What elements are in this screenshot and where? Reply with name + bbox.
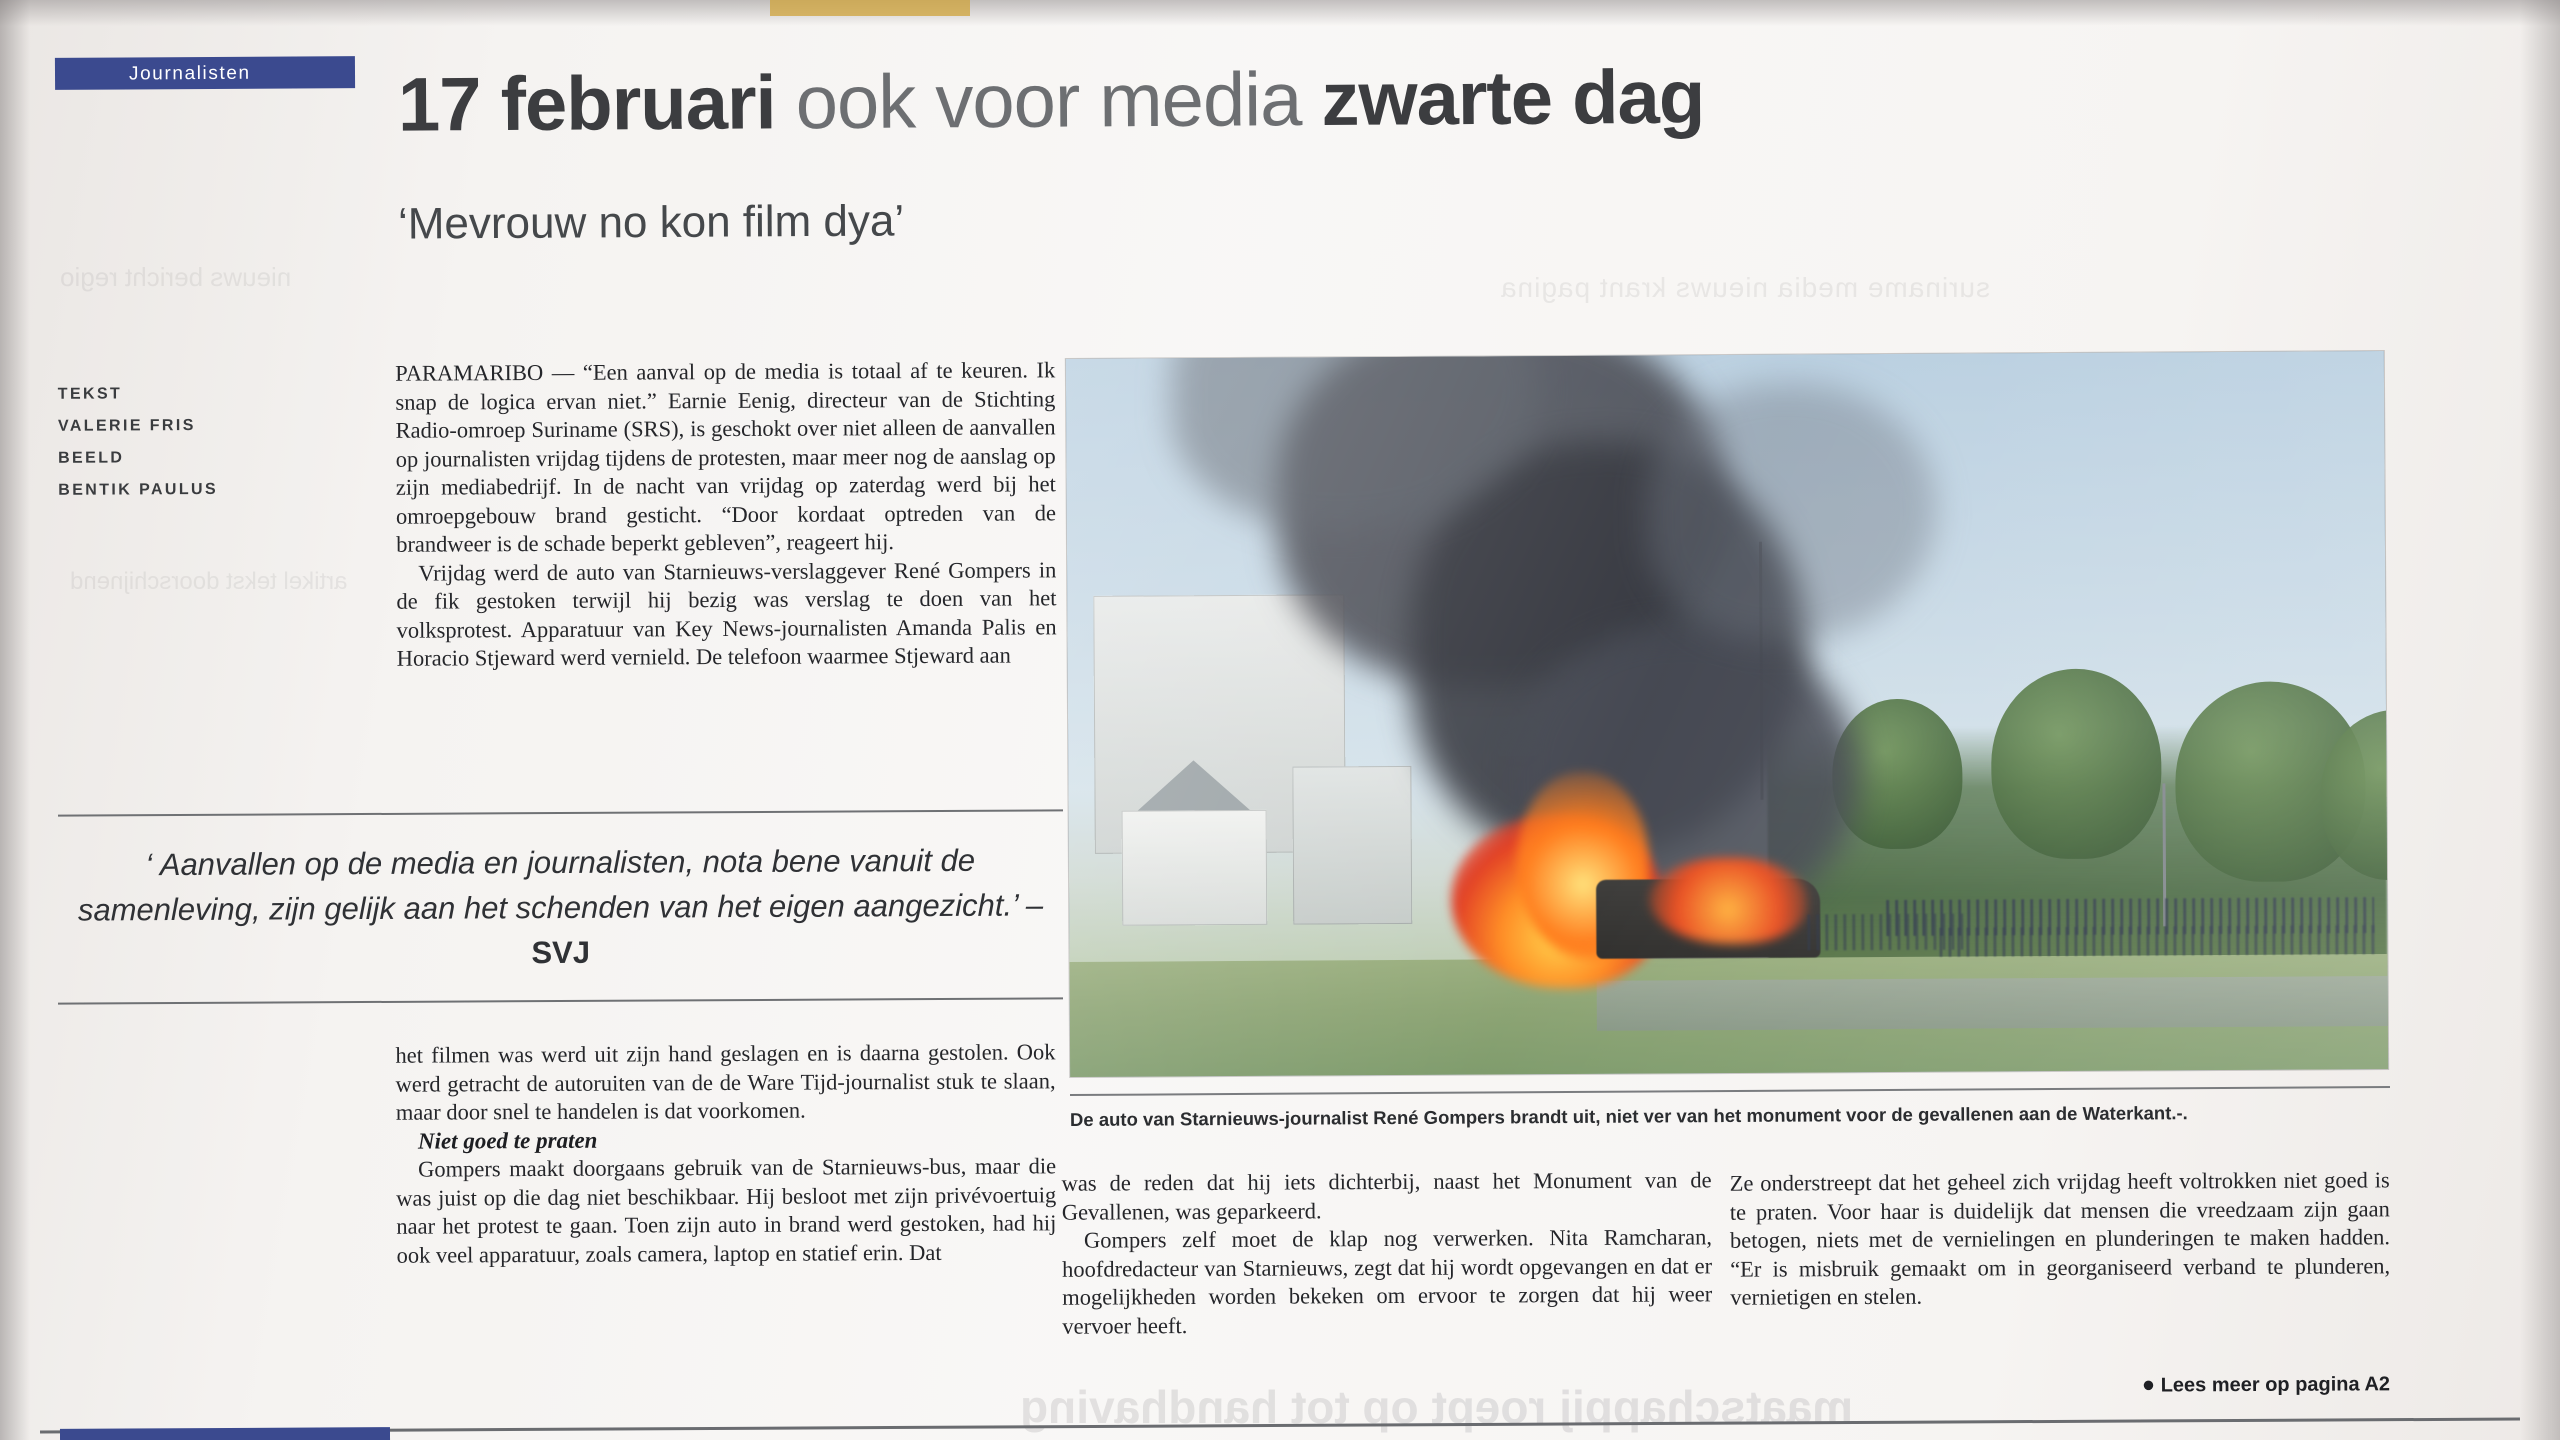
photo-road — [1597, 976, 2388, 1031]
body-column-1-top — [395, 356, 1057, 673]
photo-building — [1121, 810, 1267, 926]
byline-photo-author: BENTIK PAULUS — [58, 480, 219, 499]
paragraph: Ze onderstreept dat het geheel zich vrijdag heeft voltrokken niet goed is te praten. Voor haar is duidelijk dat mensen die vreedzaam zijn gaan betogen, niets met de vernielingen en plunderingen te maken hadden. “Er is misbruik gemaakt om in georganiseerd verband te plunderen, vernietigen en stelen. — [1729, 1167, 2391, 1310]
page-title — [398, 52, 2248, 147]
body-subheading: Niet goed te praten — [417, 1127, 598, 1154]
page-bottom-rule — [40, 1418, 2520, 1434]
photo-crowd — [1807, 914, 1965, 951]
section-kicker — [55, 56, 355, 90]
page-left-shadow — [0, 0, 30, 1440]
section-kicker-label: Journalisten — [128, 62, 251, 85]
article-photo — [1066, 351, 2388, 1077]
paragraph: Gompers maakt doorgaans gebruik van de Starnieuws-bus, maar die was juist op die dag niet beschikbaar. Hij besloot met zijn privévoertuig naar het protest te gaan. Toen zijn auto in brand werd gestoken, had hij ook veel apparatuur, zoals camera, laptop en statief erin. Dat — [396, 1153, 1057, 1268]
byline-text-label: TEKST — [57, 385, 123, 403]
photo-caption: De auto van Starnieuws-journalist René Gompers brandt uit, niet ver van het monument voor de gevallenen aan de Waterkant.-. — [1069, 1102, 2188, 1131]
photo-tree — [1990, 668, 2161, 859]
read-more-label: Lees meer op pagina A2 — [2160, 1373, 2391, 1397]
photo-fire — [1649, 857, 1808, 944]
page-bottom-color-tab — [60, 1427, 390, 1440]
photo-building — [1292, 766, 1412, 925]
body-column-2 — [1062, 1166, 1713, 1340]
body-column-1-bottom — [395, 1038, 1056, 1269]
byline-text-author: VALERIE FRIS — [57, 417, 196, 435]
ghost-text: maatschappij roept op tot handhaving — [1020, 1381, 1854, 1433]
photo-crowd — [1939, 925, 2374, 956]
page-top-color-bar — [770, 0, 970, 16]
paragraph: Vrijdag werd de auto van Starnieuws-verslaggever René Gompers in de fik gestoken terwijl hij bezig was verslag te doen van het volksprotest. Apparatuur van Key News-journalisten Amanda Palis en Horacio Stjeward werd vernield. De telefoon waarmee Stjeward aan — [396, 556, 1057, 671]
headline-subtitle: ‘Mevrouw no kon film dya’ — [397, 196, 905, 249]
pullquote — [58, 837, 1064, 977]
paragraph: het filmen was werd uit zijn hand geslagen en is daarna gestolen. Ook werd getracht de autoruiten van de de Ware Tijd-journalist stuk te slaan, maar door snel te handelen is dat voorkomen. — [395, 1039, 1056, 1125]
ghost-text: suriname media nieuws krant pagina — [1500, 272, 1991, 303]
read-more-link[interactable] — [1730, 1370, 2390, 1399]
pullquote-attribution: SVJ — [531, 934, 591, 971]
headline-part-2: ook voor media — [775, 57, 1322, 146]
page-right-shadow — [2520, 0, 2560, 1440]
byline-block — [58, 377, 359, 507]
ghost-text: artikel tekst doorschijnend — [70, 568, 348, 595]
pullquote-rule-top — [58, 809, 1063, 816]
page-top-shadow — [0, 0, 2560, 26]
bullet-icon: ● — [2141, 1371, 2156, 1397]
headline-part-1: 17 februari — [397, 60, 776, 148]
caption-rule — [1070, 1086, 2390, 1096]
pullquote-rule-bottom — [58, 997, 1063, 1004]
pullquote-text: ‘ Aanvallen op de media en journalisten, nota bene vanuit de samenleving, zijn gelijk aan het schenden van het eigen aangezicht.’ – — [77, 842, 1044, 928]
paragraph: Gompers zelf moet de klap nog verwerken. Nita Ramcharan, hoofdredacteur van Starnieuws, zegt dat hij wordt opgevangen en dat er mogelijkheden worden bekeken om ervoor te zorgen dat hij weer vervoer heeft. — [1062, 1224, 1713, 1339]
paragraph: was de reden dat hij iets dichterbij, naast het Monument van de Gevallenen, was geparkeerd. — [1061, 1167, 1712, 1225]
paragraph: PARAMARIBO — “Een aanval op de media is totaal af te keuren. Ik snap de logica ervan niet.” Earnie Eenig, directeur van de Stichting Radio-omroep Suriname (SRS), is geschokt over niet alleen de aanvallen op journalisten vrijdag tijdens de protesten, maar meer nog de aanslag op zijn mediabedrijf. In de nacht van vrijdag op zaterdag werd bij het omroepgebouw brand gesticht. “Door kordaat optreden van de brandweer is de schade beperkt gebleven”, reageert hij. — [395, 357, 1057, 557]
ghost-text: nieuws bericht regio — [60, 262, 292, 292]
body-column-3 — [1730, 1166, 2391, 1312]
headline-part-3: zwarte dag — [1321, 54, 1705, 143]
byline-photo-label: BEELD — [58, 449, 125, 467]
